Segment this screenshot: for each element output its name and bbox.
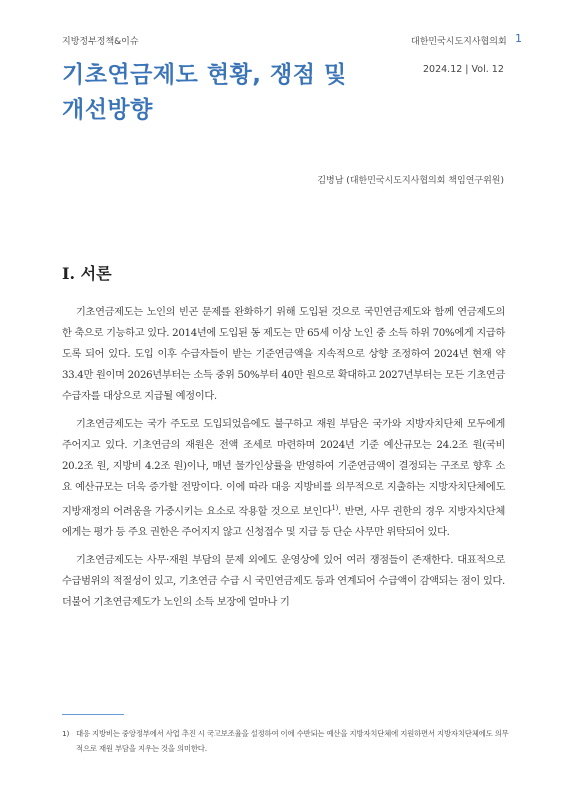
footnote-number: 1) (62, 729, 70, 738)
series-name: 지방정부정책&이슈 (62, 37, 139, 47)
paragraph-2-text: 기초연금제도는 국가 주도로 도입되었음에도 불구하고 재원 부담은 국가와 지방자치단체 모두에게 주어지고 있다. 기초연금의 재원은 전액 조세로 마련하며 2024년 기준 예산규모는 24.2조 원(국비 20.2조 원, 지방비 4.2조 원)이나, 매년 물가인상률을 반영하여 기준연금액이 결정되는 구조로 향후 소요 예산규모는 더욱 증가할 전망이다. 이에 따라 대응 지방비를 의무적으로 지출하는 지방자치단체에도 지방재정의 어려움을 가중시키는 요소로 작용할 것으로 보인다 (62, 419, 505, 518)
title-line-2: 개선방향 (62, 97, 153, 123)
author-line: 김병남 (대한민국시도지사협의회 책임연구위원) (317, 176, 504, 186)
paragraph-3: 기초연금제도는 사무·재원 부담의 문제 외에도 운영상에 있어 여러 쟁점들이 존재한다. 대표적으로 수급범위의 적절성이 있고, 기초연금 수급 시 국민연금제도 등과 연계되어 수급액이 감액되는 점이 있다. 더불어 기초연금제도가 노인의 소득 보장에 얼마나 기 (62, 555, 505, 609)
document-title (62, 58, 402, 128)
paragraph-2-continued: . 반면, 사무 권한의 경우 지방자치단체에게는 평가 등 주요 권한은 주어지지 않고 신청접수 및 지급 등 단순 사무만 위탁되어 있다. (62, 506, 505, 539)
organization-name: 대한민국시도지사협의회 (411, 37, 507, 47)
section-heading: Ⅰ. 서론 (62, 264, 112, 283)
body-text (62, 302, 505, 620)
footnote-ref[interactable]: 1) (331, 504, 339, 512)
footnote (62, 726, 512, 756)
footnote-text: 대응 지방비는 중앙정부에서 사업 추진 시 국고보조율을 설정하여 이에 수반되는 예산을 지방자치단체에 지원하면서 지방자치단체에도 의무적으로 재원 부담을 지우는 것을 의미한다. (76, 729, 509, 753)
issue-info: 2024.12 | Vol. 12 (423, 64, 504, 75)
paragraph-2 (62, 414, 505, 543)
title-line-1: 기초연금제도 현황, 쟁점 및 (62, 62, 347, 88)
footnote-divider (62, 714, 124, 715)
paragraph-1: 기초연금제도는 노인의 빈곤 문제를 완화하기 위해 도입된 것으로 국민연금제도와 함께 연금제도의 한 축으로 기능하고 있다. 2014년에 도입된 동 제도는 만 65세 이상 노인 중 소득 하위 70%에게 지급하도록 되어 있다. 도입 이후 수급자들이 받는 기준연금액을 지속적으로 상향 조정하여 2024년 현재 약 33.4만 원이며 2026년부터는 소득 중위 50%부터 40만 원으로 확대하고 2027년부터는 모든 기초연금 수급자를 대상으로 지급될 예정이다. (62, 307, 505, 402)
page-number: 1 (515, 32, 522, 45)
